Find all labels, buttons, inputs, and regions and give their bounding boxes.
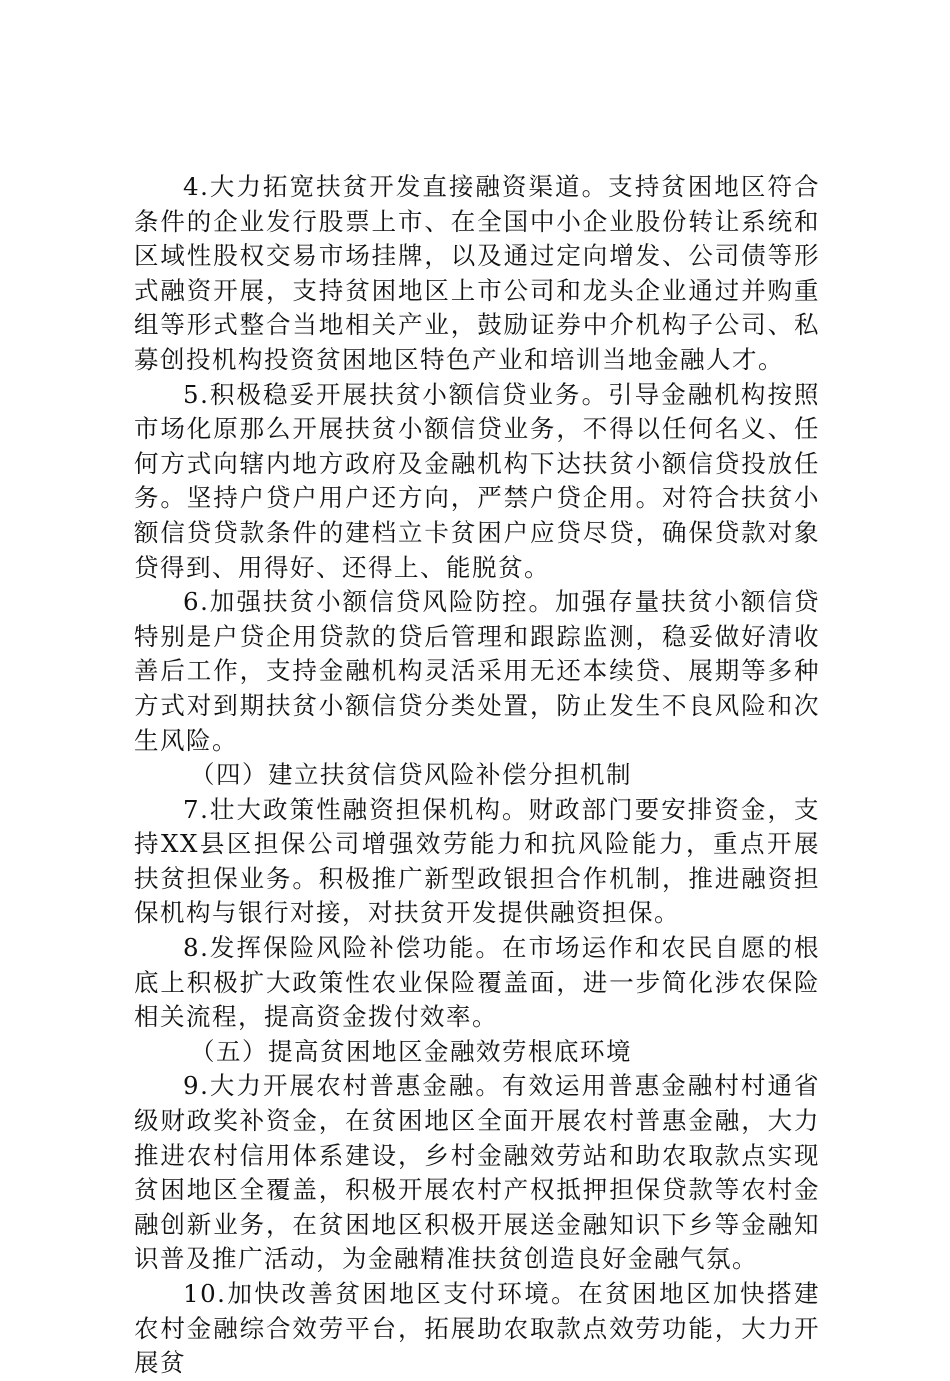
paragraph-6: 6.加强扶贫小额信贷风险防控。加强存量扶贫小额信贷特别是户贷企用贷款的贷后管理和跟踪监测，稳妥做好清收善后工作，支持金融机构灵活采用无还本续贷、展期等多种方式对到期扶贫小额信贷分类处置，防止发生不良风险和次生风险。: [134, 587, 820, 755]
paragraph-4: 4.大力拓宽扶贫开发直接融资渠道。支持贫困地区符合条件的企业发行股票上市、在全国中小企业股份转让系统和区域性股权交易市场挂牌，以及通过定向增发、公司债等形式融资开展，支持贫困地区上市公司和龙头企业通过并购重组等形式整合当地相关产业，鼓励证券中介机构子公司、私募创投机构投资贫困地区特色产业和培训当地金融人才。: [134, 172, 820, 374]
paragraph-10: 10.加快改善贫困地区支付环境。在贫困地区加快搭建农村金融综合效劳平台，拓展助农取款点效劳功能，大力开展贫: [134, 1279, 820, 1378]
section-heading-4: （四）建立扶贫信贷风险补偿分担机制: [190, 760, 632, 790]
paragraph-9: 9.大力开展农村普惠金融。有效运用普惠金融村村通省级财政奖补资金，在贫困地区全面开展农村普惠金融，大力推进农村信用体系建设，乡村金融效劳站和助农取款点实现贫困地区全覆盖，积极开展农村产权抵押担保贷款等农村金融创新业务，在贫困地区积极开展送金融知识下乡等金融知识普及推广活动，为金融精准扶贫创造良好金融气氛。: [134, 1071, 820, 1274]
paragraph-5: 5.积极稳妥开展扶贫小额信贷业务。引导金融机构按照市场化原那么开展扶贫小额信贷业务，不得以任何名义、任何方式向辖内地方政府及金融机构下达扶贫小额信贷投放任务。坚持户贷户用户还方向，严禁户贷企用。对符合扶贫小额信贷贷款条件的建档立卡贫困户应贷尽贷，确保贷款对象贷得到、用得好、还得上、能脱贫。: [134, 379, 820, 582]
paragraph-7: 7.壮大政策性融资担保机构。财政部门要安排资金，支持XX县区担保公司增强效劳能力和抗风险能力，重点开展扶贫担保业务。积极推广新型政银担合作机制，推进融资担保机构与银行对接，对扶贫开发提供融资担保。: [134, 794, 820, 928]
paragraph-8: 8.发挥保险风险补偿功能。在市场运作和农民自愿的根底上积极扩大政策性农业保险覆盖面，进一步简化涉农保险相关流程，提高资金拨付效率。: [134, 933, 820, 1032]
section-heading-5: （五）提高贫困地区金融效劳根底环境: [190, 1036, 632, 1066]
document-body: [134, 170, 820, 1381]
